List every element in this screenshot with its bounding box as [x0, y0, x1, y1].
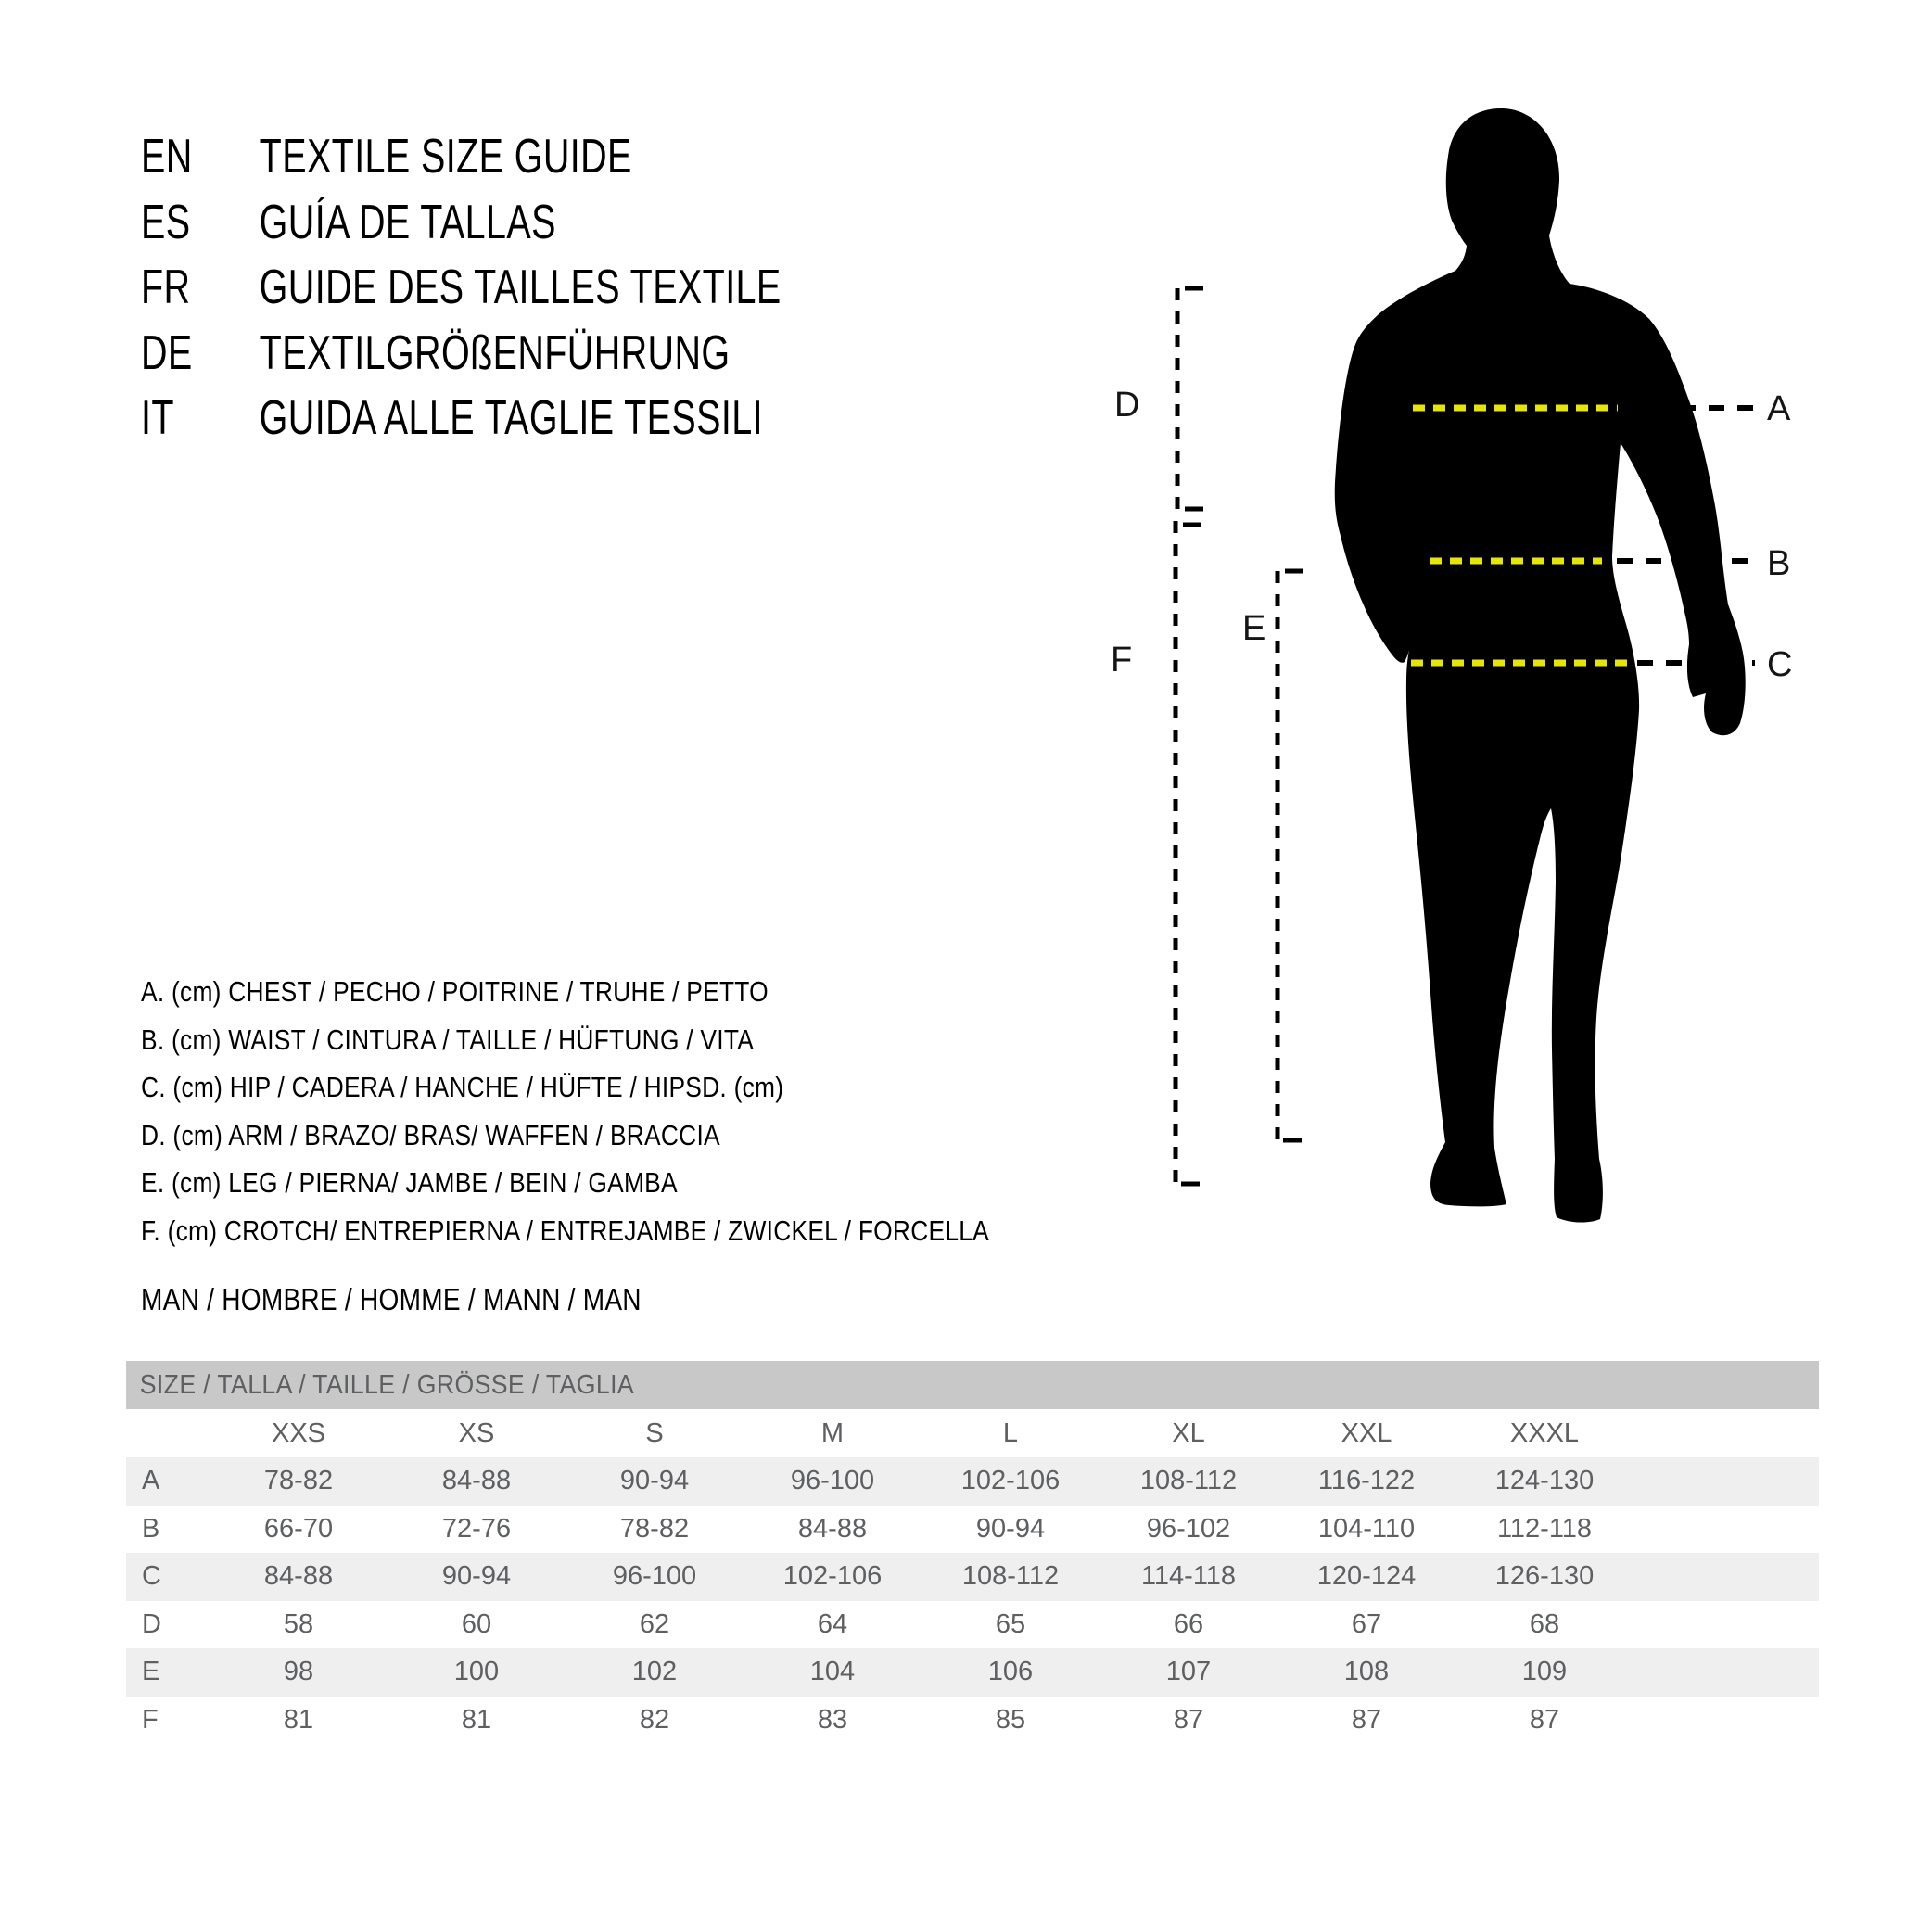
cell: 87: [1173, 1704, 1204, 1735]
chest-label: A: [1767, 389, 1791, 428]
row-label: D: [142, 1608, 161, 1639]
size-table-header: SIZE / TALLA / TAILLE / GRÖSSE / TAGLIA: [139, 1369, 635, 1400]
cell: 60: [461, 1608, 492, 1639]
cell: 87: [1351, 1704, 1382, 1735]
size-col-xxl: XXL: [1341, 1417, 1392, 1448]
cell: 96-100: [612, 1561, 697, 1592]
hip-label: C: [1767, 645, 1793, 684]
cell: 84-88: [263, 1561, 334, 1592]
size-col-xs: XS: [458, 1417, 495, 1448]
title-fr: GUIDE DES TAILLES TEXTILE: [259, 261, 782, 314]
size-col-l: L: [1002, 1417, 1019, 1448]
cell: 66-70: [263, 1513, 334, 1544]
size-col-xxxl: XXXL: [1509, 1417, 1580, 1448]
cell: 124-130: [1494, 1466, 1595, 1496]
cell: 102: [631, 1657, 678, 1687]
cell: 66: [1173, 1608, 1204, 1639]
cell: 114-118: [1140, 1561, 1237, 1592]
cell: 108-112: [961, 1561, 1060, 1592]
leg-label: E: [1242, 609, 1266, 648]
cell: 81: [461, 1704, 492, 1735]
cell: 109: [1521, 1657, 1568, 1687]
cell: 87: [1529, 1704, 1560, 1735]
cell: 104-110: [1317, 1513, 1416, 1544]
waist-label: B: [1767, 544, 1791, 583]
cell: 90-94: [619, 1466, 690, 1496]
size-col-m: M: [820, 1417, 845, 1448]
cell: 102-106: [782, 1561, 883, 1592]
row-label: A: [142, 1466, 160, 1496]
row-label: C: [142, 1561, 161, 1592]
legend-leg: E. (cm) LEG / PIERNA/ JAMBE / BEIN / GAMBA: [141, 1166, 678, 1199]
cell: 107: [1165, 1657, 1212, 1687]
cell: 83: [817, 1704, 848, 1735]
arm-label: D: [1114, 386, 1140, 425]
lang-code-it: IT: [141, 391, 174, 445]
size-col-xxs: XXS: [271, 1417, 326, 1448]
cell: 82: [639, 1704, 670, 1735]
lang-code-en: EN: [141, 130, 193, 184]
cell: 126-130: [1494, 1561, 1595, 1592]
row-label: B: [142, 1513, 160, 1544]
legend-waist: B. (cm) WAIST / CINTURA / TAILLE / HÜFTUNG / VITA: [141, 1023, 755, 1056]
cell: 120-124: [1316, 1561, 1417, 1592]
cell: 62: [639, 1608, 670, 1639]
size-col-xl: XL: [1172, 1417, 1205, 1448]
lang-code-es: ES: [141, 195, 191, 249]
cell: 65: [995, 1608, 1026, 1639]
cell: 116-122: [1317, 1466, 1416, 1496]
row-label: E: [142, 1657, 160, 1687]
size-col-s: S: [645, 1417, 664, 1448]
cell: 90-94: [975, 1513, 1046, 1544]
legend-chest: A. (cm) CHEST / PECHO / POITRINE / TRUHE / PETTO: [141, 975, 769, 1008]
cell: 84-88: [797, 1513, 868, 1544]
legend-crotch: F. (cm) CROTCH/ ENTREPIERNA / ENTREJAMBE / ZWICKEL / FORCELLA: [141, 1214, 989, 1247]
cell: 100: [453, 1657, 500, 1687]
cell: 67: [1351, 1608, 1382, 1639]
cell: 98: [283, 1657, 314, 1687]
cell: 58: [283, 1608, 314, 1639]
row-label: F: [142, 1704, 159, 1735]
legend-arm: D. (cm) ARM / BRAZO/ BRAS/ WAFFEN / BRACCIA: [141, 1118, 720, 1151]
category-line: MAN / HOMBRE / HOMME / MANN / MAN: [141, 1282, 642, 1316]
cell: 68: [1529, 1608, 1560, 1639]
title-en: TEXTILE SIZE GUIDE: [259, 130, 632, 184]
cell: 96-102: [1146, 1513, 1231, 1544]
cell: 85: [995, 1704, 1026, 1735]
legend-hip: C. (cm) HIP / CADERA / HANCHE / HÜFTE / HIPSD. (cm): [141, 1071, 784, 1103]
cell: 102-106: [960, 1466, 1061, 1496]
cell: 96-100: [790, 1466, 875, 1496]
cell: 108: [1343, 1657, 1390, 1687]
lang-code-fr: FR: [141, 261, 191, 314]
title-es: GUÍA DE TALLAS: [259, 195, 556, 249]
lang-code-de: DE: [141, 325, 193, 380]
crotch-label: F: [1111, 641, 1133, 680]
title-it: GUIDA ALLE TAGLIE TESSILI: [259, 391, 763, 445]
title-de: TEXTILGRÖßENFÜHRUNG: [259, 325, 731, 380]
cell: 72-76: [441, 1513, 512, 1544]
cell: 78-82: [263, 1466, 334, 1496]
cell: 112-118: [1496, 1513, 1593, 1544]
cell: 104: [809, 1657, 856, 1687]
cell: 84-88: [441, 1466, 512, 1496]
cell: 90-94: [441, 1561, 512, 1592]
cell: 64: [817, 1608, 848, 1639]
cell: 78-82: [619, 1513, 690, 1544]
cell: 81: [283, 1704, 314, 1735]
cell: 108-112: [1139, 1466, 1238, 1496]
cell: 106: [987, 1657, 1034, 1687]
